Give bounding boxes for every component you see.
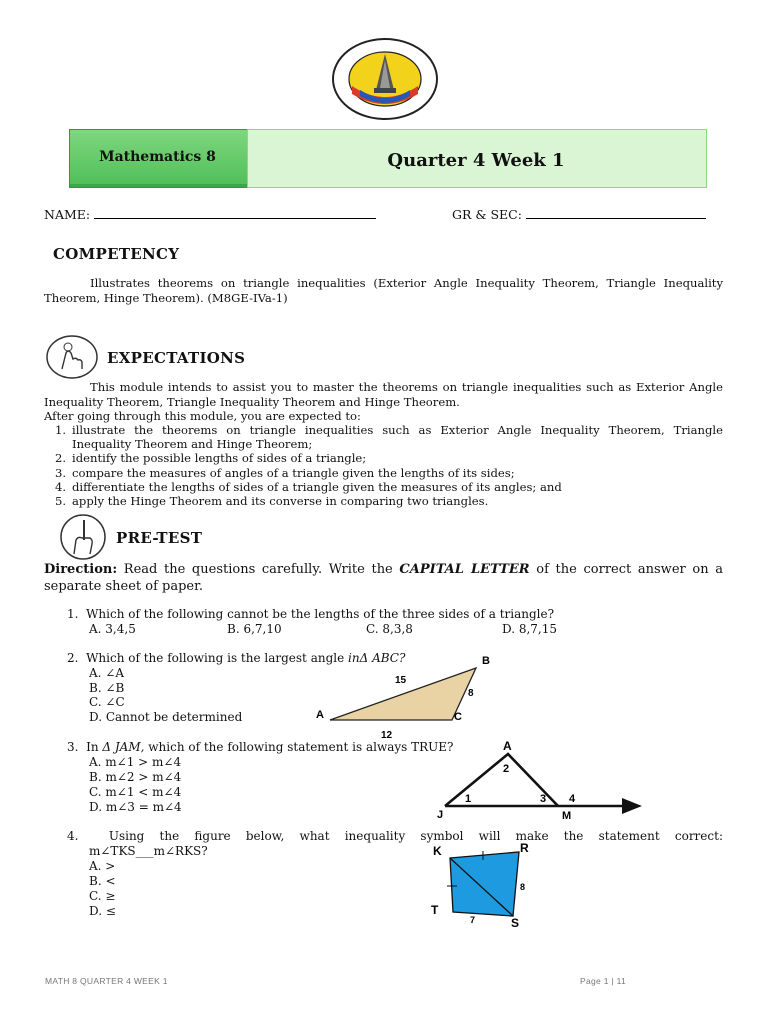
expectations-intro: This module intends to assist you to master the theorems on triangle inequalities such as Exterior Angle Inequality Theorem, Triangle Inequality Theorem and Hinge Theorem. bbox=[44, 380, 723, 409]
angle-2-label: 2 bbox=[503, 763, 510, 775]
hand-touch-icon bbox=[46, 335, 98, 379]
vertex-c-label: C bbox=[454, 711, 462, 723]
side-15-label: 15 bbox=[395, 675, 407, 686]
competency-text: Illustrates theorems on triangle inequalities (Exterior Angle Inequality Theorem, Triangle Inequality Theorem, Hinge Theorem). (M8GE-IVa-1) bbox=[44, 276, 723, 305]
side-7-label: 7 bbox=[470, 915, 476, 925]
q4-choice-c: C. ≥ bbox=[89, 889, 116, 903]
expectations-after: After going through this module, you are expected to: bbox=[44, 409, 361, 423]
q1-choice-c: C. 8,3,8 bbox=[366, 622, 413, 636]
angle-3-label: 3 bbox=[540, 793, 547, 805]
question-4-line2: m∠TKS___m∠RKS? bbox=[89, 844, 208, 858]
q1-choice-a: A. 3,4,5 bbox=[89, 622, 136, 636]
vertex-m-label: M bbox=[562, 810, 572, 822]
triangle-abc-figure bbox=[310, 650, 510, 745]
q2-choice-a: A. ∠A bbox=[89, 666, 125, 680]
pencil-hand-icon bbox=[60, 514, 106, 560]
subject-title: Mathematics 8 bbox=[99, 149, 216, 165]
q1-choice-b: B. 6,7,10 bbox=[227, 622, 282, 636]
competency-heading: COMPETENCY bbox=[53, 245, 180, 263]
q4-choice-d: D. ≤ bbox=[89, 904, 116, 918]
side-8-label: 8 bbox=[520, 882, 526, 892]
name-label: NAME: bbox=[44, 207, 91, 222]
gr-sec-label: GR & SEC: bbox=[452, 207, 522, 222]
question-4: 4. Using the figure below, what inequality symbol will make the statement correct: bbox=[67, 829, 723, 843]
ray-arrowhead bbox=[622, 798, 642, 814]
angle-1-label: 1 bbox=[465, 793, 472, 805]
vertex-a-label: A bbox=[503, 739, 512, 753]
division-logo bbox=[332, 38, 438, 120]
vertex-k-label: K bbox=[433, 844, 442, 858]
q3-choice-a: A. m∠1 > m∠4 bbox=[89, 755, 182, 769]
expectations-list bbox=[44, 423, 723, 508]
list-item: 3. compare the measures of angles of a triangle given the lengths of its sides; bbox=[54, 465, 515, 480]
side-12-label: 12 bbox=[381, 730, 393, 741]
list-item: 2. identify the possible lengths of sides of a triangle; bbox=[54, 451, 367, 466]
quadrilateral-tkrs bbox=[450, 852, 519, 916]
gr-sec-line bbox=[526, 207, 706, 219]
list-item: 4. differentiate the lengths of sides of a triangle given the measures of its angles; and bbox=[54, 479, 562, 494]
q2-choice-b: B. ∠B bbox=[89, 681, 125, 695]
gr-sec-field[interactable] bbox=[452, 207, 706, 222]
footer-page: Page 1 | 11 bbox=[580, 976, 626, 986]
expectations-heading: EXPECTATIONS bbox=[107, 349, 246, 367]
q1-choice-d: D. 8,7,15 bbox=[502, 622, 557, 636]
side-8-label: 8 bbox=[468, 688, 474, 699]
name-field[interactable] bbox=[44, 207, 376, 222]
quadrilateral-tkrs-figure bbox=[425, 838, 535, 930]
q4-choice-a: A. > bbox=[89, 859, 116, 873]
name-line bbox=[94, 207, 376, 219]
question-2: 2. Which of the following is the largest angle inΔ ABC? bbox=[67, 651, 406, 665]
vertex-r-label: R bbox=[520, 841, 529, 855]
vertex-s-label: S bbox=[511, 916, 520, 930]
question-1: 1. Which of the following cannot be the lengths of the three sides of a triangle? bbox=[67, 607, 555, 621]
pretest-direction: Direction: Read the questions carefully. Write the CAPITAL LETTER of the correct answer on a separate sheet of paper. bbox=[44, 562, 723, 594]
pretest-heading: PRE-TEST bbox=[116, 529, 203, 547]
q4-choice-b: B. < bbox=[89, 874, 116, 888]
triangle-jam-figure bbox=[425, 738, 650, 824]
footer-left: MATH 8 QUARTER 4 WEEK 1 bbox=[45, 976, 168, 986]
vertex-b-label: B bbox=[482, 655, 490, 667]
q3-choice-d: D. m∠3 = m∠4 bbox=[89, 800, 182, 814]
q3-choice-c: C. m∠1 < m∠4 bbox=[89, 785, 182, 799]
list-item: 5. apply the Hinge Theorem and its converse in comparing two triangles. bbox=[54, 494, 489, 509]
quarter-week-title: Quarter 4 Week 1 bbox=[387, 150, 565, 171]
question-3: 3. In Δ JAM, which of the following statement is always TRUE? bbox=[67, 740, 454, 754]
q3-choice-b: B. m∠2 > m∠4 bbox=[89, 770, 182, 784]
q2-choice-c: C. ∠C bbox=[89, 695, 125, 709]
list-item: 1. illustrate the theorems on triangle inequalities such as Exterior Angle Inequality Theorem, Triangle Inequality Theorem and Hinge Theorem; bbox=[54, 423, 723, 452]
angle-4-label: 4 bbox=[569, 793, 576, 805]
q2-choice-d: D. Cannot be determined bbox=[89, 710, 243, 724]
vertex-j-label: J bbox=[437, 809, 444, 821]
vertex-t-label: T bbox=[431, 903, 439, 917]
vertex-a-label: A bbox=[316, 709, 324, 721]
